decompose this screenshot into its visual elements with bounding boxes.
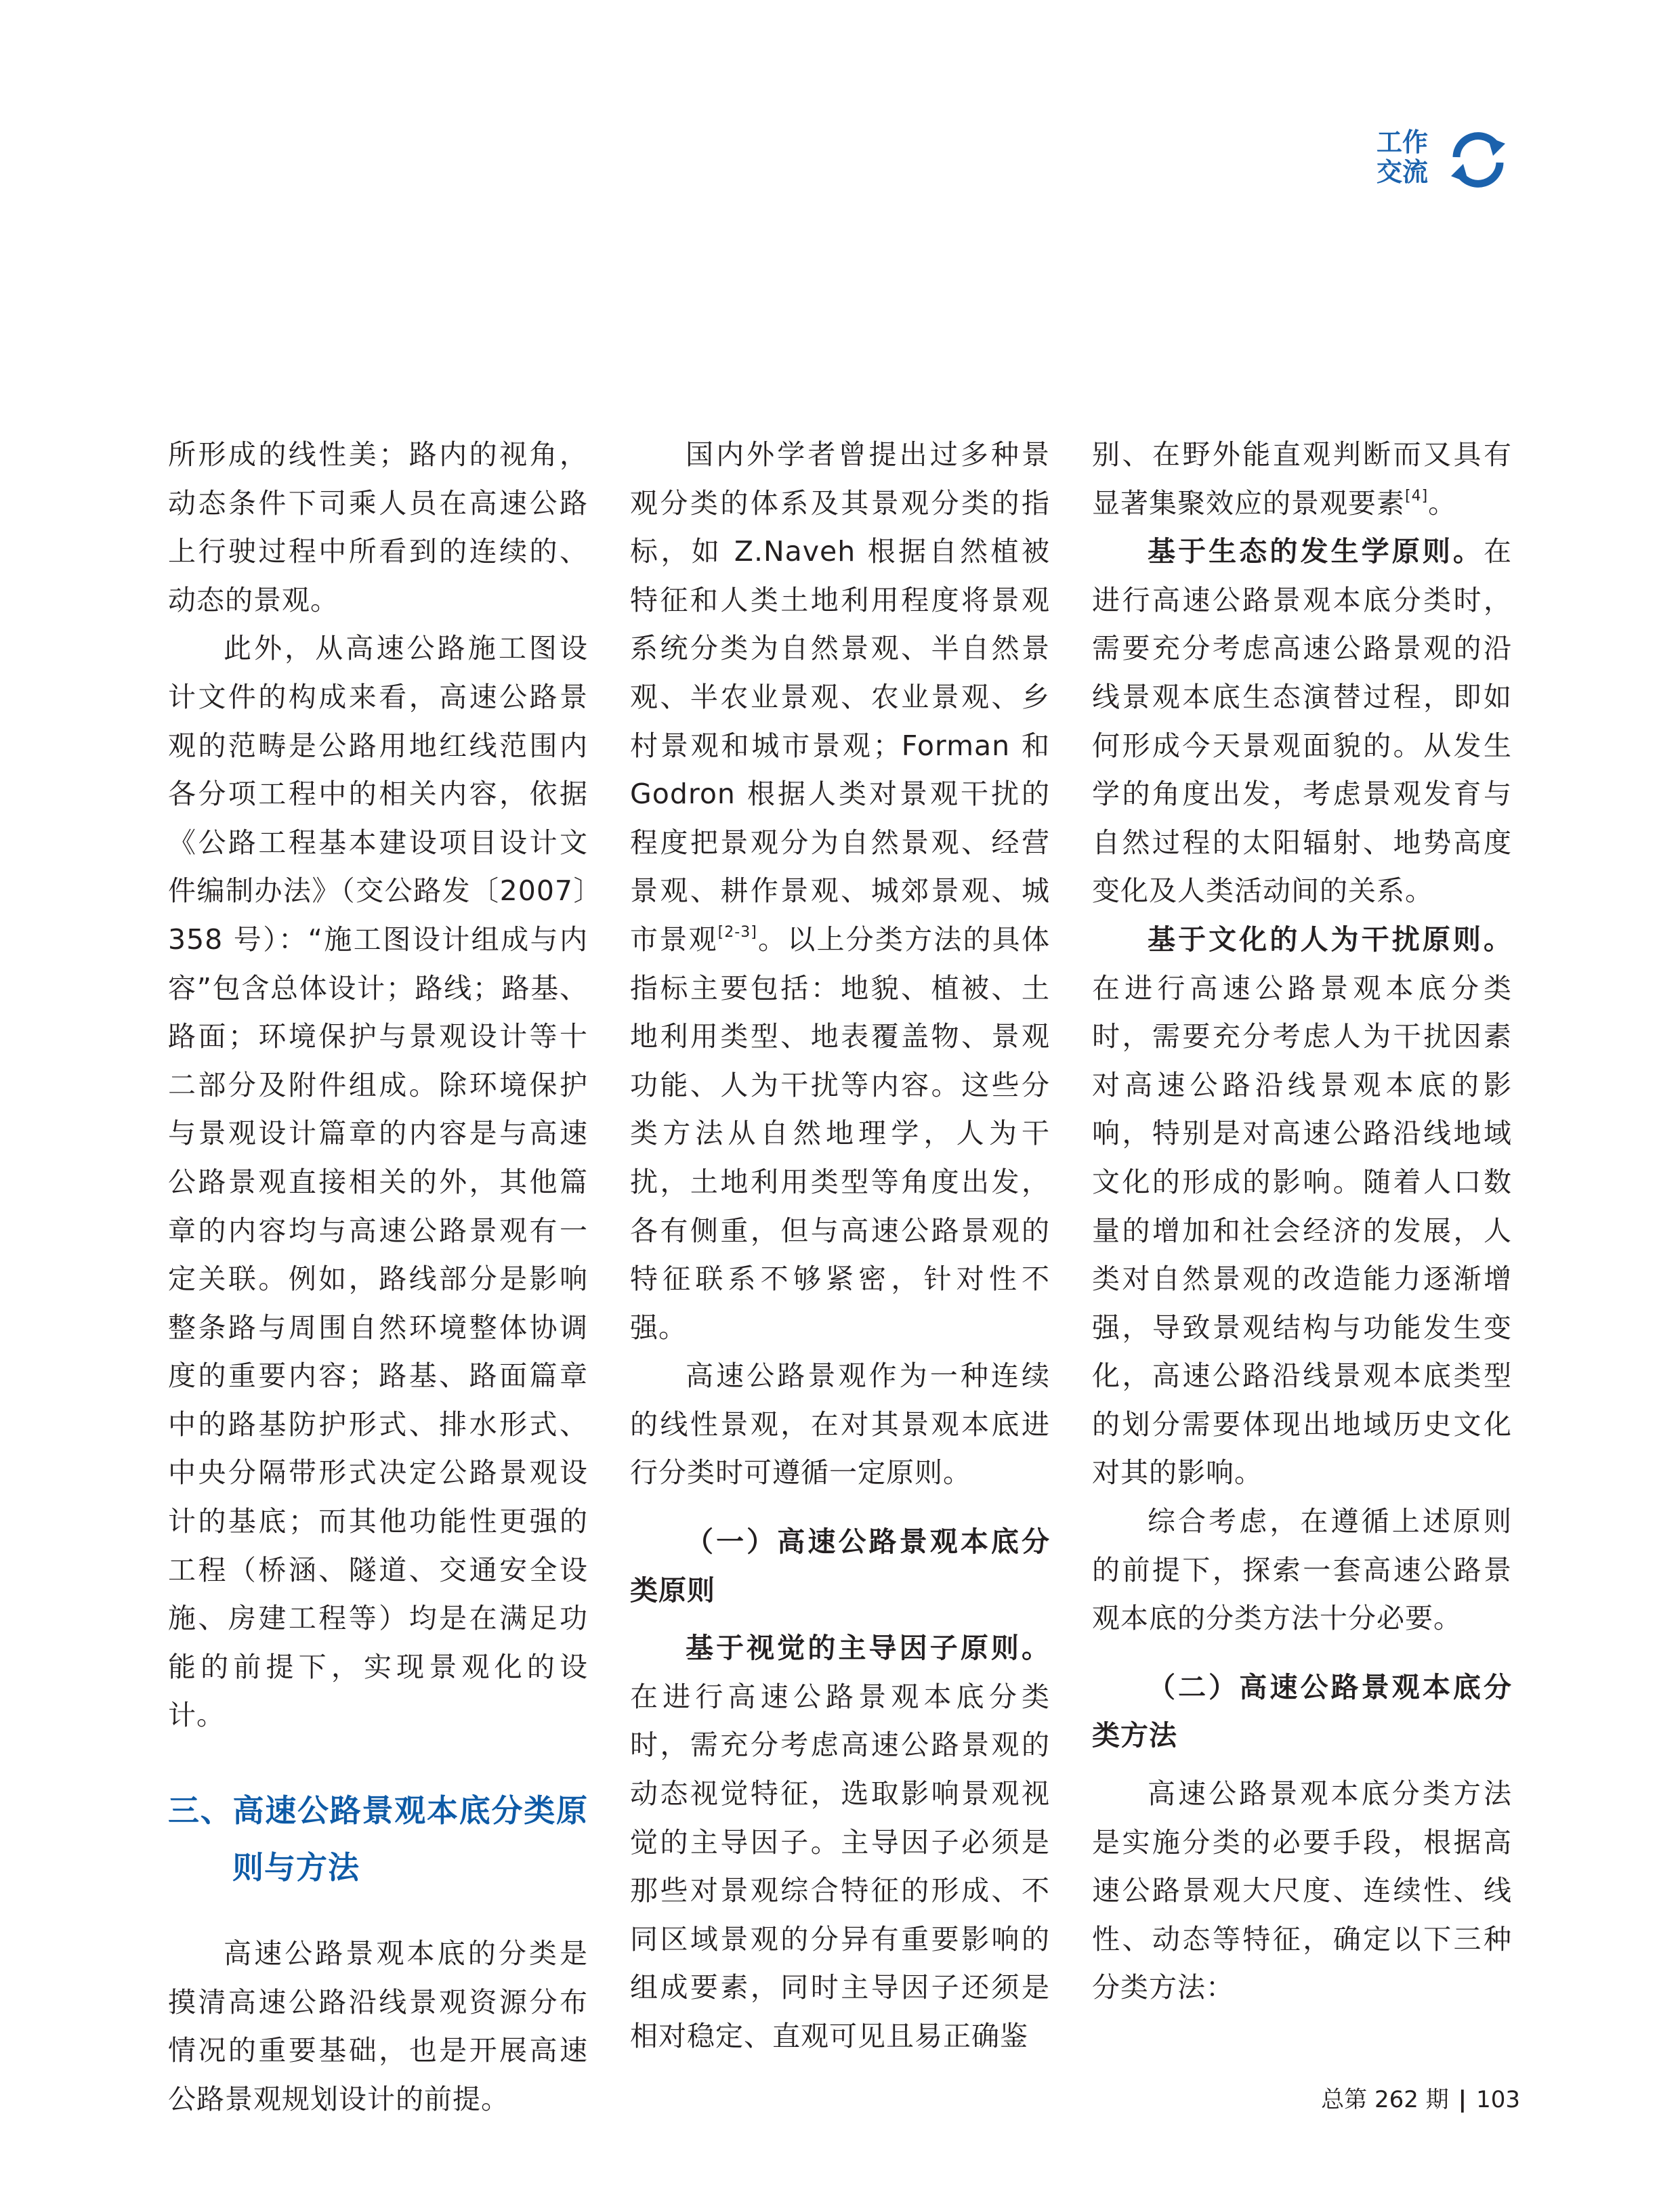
citation: [4] bbox=[1405, 487, 1429, 505]
paragraph bbox=[1092, 916, 1512, 1498]
lead-phrase: 基于生态的发生学原则。 bbox=[1148, 535, 1484, 568]
column-1 bbox=[168, 431, 588, 2123]
text-run: 在进行高速公路景观本底分类时，需要充分考虑高速公路景观的沿线景观本底生态演替过程，即如何形成今天景观面貌的。从发生学的角度出发，考虑景观发育与自然过程的太阳辐射、地势高度变化及人类活动间的关系。 bbox=[1092, 535, 1512, 908]
lead-phrase: 基于视觉的主导因子原则。 bbox=[686, 1632, 1050, 1665]
subsection-heading: （二）高速公路景观本底分类方法 bbox=[1092, 1670, 1512, 1752]
brand-line-1: 工作 bbox=[1377, 127, 1429, 157]
paragraph: 高速公路景观本底的分类是摸清高速公路沿线景观资源分布情况的重要基础，也是开展高速公路景观规划设计的前提。 bbox=[168, 1937, 588, 2115]
paragraph bbox=[630, 1624, 1050, 2060]
column-2 bbox=[630, 431, 1050, 2061]
section-heading: 三、高速公路景观本底分类原则与方法 bbox=[168, 1792, 588, 1886]
issue-number: 总第 262 期 bbox=[1321, 2086, 1449, 2113]
page-number: 103 bbox=[1476, 2086, 1520, 2113]
column-3 bbox=[1092, 431, 1512, 2012]
lead-phrase: 基于文化的人为干扰原则。 bbox=[1148, 923, 1512, 956]
header-brand bbox=[1377, 126, 1519, 194]
paragraph: 此外，从高速公路施工图设计文件的构成来看，高速公路景观的范畴是公路用地红线范围内各分项工程中的相关内容，依据《公路工程基本建设项目设计文件编制办法》（交公路发〔2007〕358 号）：“施工图设计组成与内容”包含总体设计；路线；路基、路面；环境保护与景观设计等十二部分及附件组成。除环境保护与景观设计篇章的内容是与高速公路景观直接相关的外，其他篇章的内容均与高速公路景观有一定关联。例如，路线部分是影响整条路与周围自然环境整体协调度的重要内容；路基、路面篇章中的路基防护形式、排水形式、中央分隔带形式决定公路景观设计的基底；而其他功能性更强的工程（桥涵、隧道、交通安全设施、房建工程等）均是在满足功能的前提下，实现景观化的设计。 bbox=[168, 632, 588, 1732]
footer-separator: | bbox=[1458, 2086, 1467, 2113]
subsection-heading: （一）高速公路景观本底分类原则 bbox=[630, 1525, 1050, 1607]
brand-label bbox=[1377, 127, 1428, 187]
paragraph: 所形成的线性美；路内的视角，动态条件下司乘人员在高速公路上行驶过程中所看到的连续的、动态的景观。 bbox=[168, 438, 588, 616]
text-run: 别、在野外能直观判断而又具有显著集聚效应的景观要素 bbox=[1092, 438, 1512, 520]
paragraph: 高速公路景观本底分类方法是实施分类的必要手段，根据高速公路景观大尺度、连续性、线性、动态等特征，确定以下三种分类方法： bbox=[1092, 1777, 1512, 2004]
page-footer bbox=[1321, 2086, 1520, 2113]
paragraph: 综合考虑，在遵循上述原则的前提下，探索一套高速公路景观本底的分类方法十分必要。 bbox=[1092, 1505, 1512, 1635]
citation: [2-3] bbox=[717, 923, 757, 941]
brand-line-2: 交流 bbox=[1377, 157, 1429, 187]
circular-arrows-icon bbox=[1446, 127, 1511, 192]
text-run: 。 bbox=[1428, 486, 1457, 520]
text-run: 。以上分类方法的具体指标主要包括：地貌、植被、土地利用类型、地表覆盖物、景观功能、人为干扰等内容。这些分类方法从自然地理学，人为干扰，土地利用类型等角度出发，各有侧重，但与高速公路景观的特征联系不够紧密，针对性不强。 bbox=[630, 923, 1051, 1344]
paragraph bbox=[1092, 431, 1512, 528]
paragraph: 高速公路景观作为一种连续的线性景观，在对其景观本底进行分类时可遵循一定原则。 bbox=[630, 1359, 1050, 1489]
paragraph bbox=[630, 431, 1050, 1352]
text-run: 国内外学者曾提出过多种景观分类的体系及其景观分类的指标，如 Z.Naveh 根据自然植被特征和人类土地利用程度将景观系统分类为自然景观、半自然景观、半农业景观、农业景观、乡村景观和城市景观；Forman 和 Godron 根据人类对景观干扰的程度把景观分为自然景观、经营景观、耕作景观、城郊景观、城市景观 bbox=[630, 438, 1050, 956]
paragraph bbox=[1092, 528, 1512, 916]
text-run: 在进行高速公路景观本底分类时，需要充分考虑人为干扰因素对高速公路沿线景观本底的影响，特别是对高速公路沿线地域文化的形成的影响。随着人口数量的增加和社会经济的发展，人类对自然景观的改造能力逐渐增强，导致景观结构与功能发生变化，高速公路沿线景观本底类型的划分需要体现出地域历史文化对其的影响。 bbox=[1092, 971, 1512, 1489]
text-run: 在进行高速公路景观本底分类时，需充分考虑高速公路景观的动态视觉特征，选取影响景观视觉的主导因子。主导因子必须是那些对景观综合特征的形成、不同区域景观的分异有重要影响的组成要素，同时主导因子还须是相对稳定、直观可见且易正确鉴 bbox=[630, 1680, 1050, 2052]
